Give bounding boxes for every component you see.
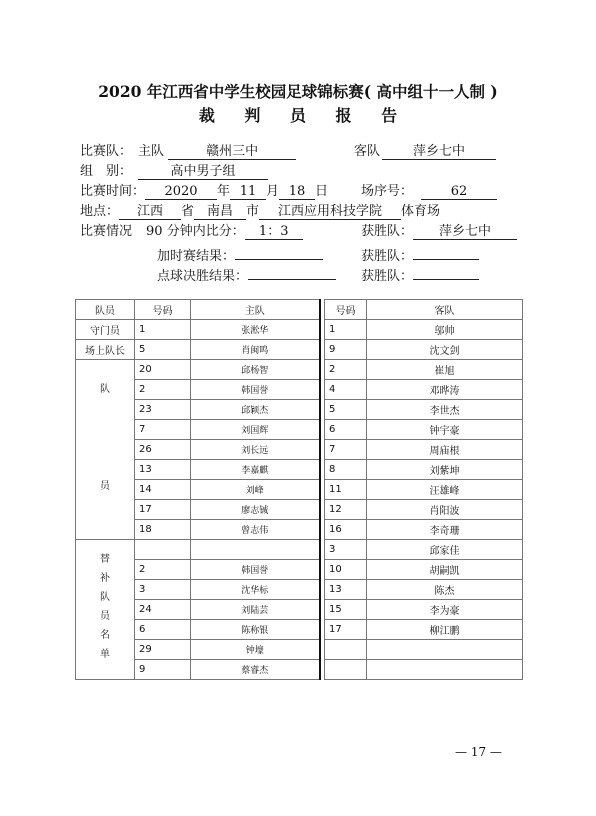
header-home: 主队 bbox=[191, 300, 320, 320]
home-number: 3 bbox=[135, 580, 191, 600]
home-number: 2 bbox=[135, 560, 191, 580]
away-number: 4 bbox=[325, 380, 367, 400]
table-row bbox=[76, 640, 523, 660]
table-row bbox=[76, 320, 523, 340]
away-player: 李奇珊 bbox=[367, 520, 523, 540]
away-number: 1 bbox=[325, 320, 367, 340]
header-away: 客队 bbox=[367, 300, 523, 320]
subs-label-char: 名 bbox=[100, 630, 110, 641]
year-unit: 年 bbox=[217, 184, 231, 199]
table-row bbox=[76, 520, 523, 540]
table-row bbox=[76, 380, 523, 400]
table-row bbox=[76, 580, 523, 600]
regular-score-field: 1：3 bbox=[245, 224, 303, 240]
group-field: 高中男子组 bbox=[138, 164, 268, 180]
match-no-label: 场序号： bbox=[361, 184, 414, 199]
home-player: 沈华标 bbox=[191, 580, 320, 600]
regular-winner-field: 萍乡七中 bbox=[413, 224, 517, 240]
regular-winner-line bbox=[361, 224, 517, 240]
away-player: 胡嗣凯 bbox=[367, 560, 523, 580]
year-field: 2020 bbox=[145, 184, 217, 200]
table-row bbox=[76, 360, 523, 380]
away-number: 6 bbox=[325, 420, 367, 440]
city-field: 南昌 bbox=[194, 204, 246, 220]
away-player: 陈杰 bbox=[367, 580, 523, 600]
province-field: 江西 bbox=[119, 204, 181, 220]
home-player bbox=[191, 540, 320, 560]
away-number bbox=[325, 640, 367, 660]
players-label-char: 员 bbox=[100, 481, 110, 492]
subs-label-char: 单 bbox=[100, 649, 110, 660]
home-number: 23 bbox=[135, 400, 191, 420]
penalty-score-field bbox=[248, 264, 336, 280]
home-player: 钟壕 bbox=[191, 640, 320, 660]
table-row bbox=[76, 620, 523, 640]
table-row bbox=[76, 340, 523, 360]
table-row bbox=[76, 500, 523, 520]
home-team-field: 赣州三中 bbox=[168, 144, 296, 160]
players-label bbox=[76, 360, 135, 540]
regular-label: 90 分钟内比分： bbox=[146, 224, 245, 239]
teams-line bbox=[80, 144, 296, 160]
home-player: 韩国誉 bbox=[191, 560, 320, 580]
table-row bbox=[76, 540, 523, 560]
away-number: 5 bbox=[325, 400, 367, 420]
extra-winner-line bbox=[361, 244, 479, 265]
players-label-char: 队 bbox=[100, 384, 110, 395]
away-number: 3 bbox=[325, 540, 367, 560]
extra-label: 加时赛结果： bbox=[157, 249, 236, 264]
table-row bbox=[76, 400, 523, 420]
match-no-line bbox=[361, 184, 497, 200]
home-number: 26 bbox=[135, 440, 191, 460]
home-player: 邱颖杰 bbox=[191, 400, 320, 420]
home-number: 14 bbox=[135, 480, 191, 500]
away-number: 15 bbox=[325, 600, 367, 620]
away-number: 10 bbox=[325, 560, 367, 580]
penalty-winner-label: 获胜队： bbox=[361, 269, 414, 284]
city-unit: 市 bbox=[246, 204, 260, 219]
away-number: 7 bbox=[325, 440, 367, 460]
page-number: — 17 — bbox=[455, 745, 502, 759]
away-player: 汪雄峰 bbox=[367, 480, 523, 500]
header-home-num: 号码 bbox=[135, 300, 191, 320]
group-label: 组 别： bbox=[80, 164, 133, 179]
home-number bbox=[135, 540, 191, 560]
away-player: 沈文剑 bbox=[367, 340, 523, 360]
subs-label-char: 替 bbox=[100, 554, 110, 565]
roster-table bbox=[75, 299, 523, 680]
home-player: 刘陆芸 bbox=[191, 600, 320, 620]
away-number: 17 bbox=[325, 620, 367, 640]
away-number bbox=[325, 660, 367, 680]
table-row bbox=[76, 480, 523, 500]
away-player: 邬帅 bbox=[367, 320, 523, 340]
extra-score-field bbox=[235, 244, 323, 260]
winner-label: 获胜队： bbox=[361, 224, 414, 239]
away-player: 周庙根 bbox=[367, 440, 523, 460]
day-field: 18 bbox=[279, 184, 315, 200]
table-row bbox=[76, 660, 523, 680]
away-player: 柳江鹏 bbox=[367, 620, 523, 640]
day-unit: 日 bbox=[315, 184, 329, 199]
table-row bbox=[76, 460, 523, 480]
away-label: 客队 bbox=[354, 144, 381, 159]
place-label: 地点： bbox=[80, 204, 120, 219]
extra-winner-label: 获胜队： bbox=[361, 249, 414, 264]
time-label: 比赛时间： bbox=[80, 184, 146, 199]
away-player: 李世杰 bbox=[367, 400, 523, 420]
report-subtitle: 裁 判 员 报 告 bbox=[198, 106, 410, 125]
home-number: 20 bbox=[135, 360, 191, 380]
subs-label-char: 补 bbox=[100, 573, 110, 584]
home-player: 李嘉麒 bbox=[191, 460, 320, 480]
match-no-field: 62 bbox=[421, 184, 497, 200]
home-number: 7 bbox=[135, 420, 191, 440]
home-player: 肖闽鸣 bbox=[191, 340, 320, 360]
captain-label: 场上队长 bbox=[76, 340, 135, 360]
venue-field: 江西应用科技学院 bbox=[259, 204, 401, 220]
month-field: 11 bbox=[230, 184, 266, 200]
province-unit: 省 bbox=[181, 204, 195, 219]
home-number: 18 bbox=[135, 520, 191, 540]
home-player: 邱杨智 bbox=[191, 360, 320, 380]
away-player: 刘紫坤 bbox=[367, 460, 523, 480]
result-line bbox=[80, 224, 303, 240]
away-player bbox=[367, 660, 523, 680]
away-team-field: 萍乡七中 bbox=[382, 144, 496, 160]
time-line bbox=[80, 184, 328, 200]
away-number: 2 bbox=[325, 360, 367, 380]
away-line bbox=[354, 144, 496, 160]
place-line bbox=[80, 204, 440, 220]
home-number: 5 bbox=[135, 340, 191, 360]
home-player: 曾志伟 bbox=[191, 520, 320, 540]
header-away-num: 号码 bbox=[325, 300, 367, 320]
penalty-line bbox=[157, 264, 336, 285]
extra-winner-field bbox=[413, 244, 479, 260]
away-player: 李为豪 bbox=[367, 600, 523, 620]
away-number: 12 bbox=[325, 500, 367, 520]
away-number: 11 bbox=[325, 480, 367, 500]
home-number: 29 bbox=[135, 640, 191, 660]
home-label: 主队 bbox=[138, 144, 165, 159]
teams-label: 比赛队： bbox=[80, 144, 133, 159]
home-number: 24 bbox=[135, 600, 191, 620]
home-player: 刘长远 bbox=[191, 440, 320, 460]
subs-label bbox=[76, 540, 135, 680]
home-number: 13 bbox=[135, 460, 191, 480]
penalty-winner-field bbox=[413, 264, 479, 280]
penalty-winner-line bbox=[361, 264, 479, 285]
home-number: 6 bbox=[135, 620, 191, 640]
home-number: 1 bbox=[135, 320, 191, 340]
header-role: 队员 bbox=[76, 300, 135, 320]
away-player: 钟宇豪 bbox=[367, 420, 523, 440]
away-player: 邱家佳 bbox=[367, 540, 523, 560]
home-player: 刘国辉 bbox=[191, 420, 320, 440]
table-row bbox=[76, 440, 523, 460]
header-row bbox=[76, 300, 523, 320]
home-player: 陈称银 bbox=[191, 620, 320, 640]
home-player: 蔡睿杰 bbox=[191, 660, 320, 680]
away-number: 13 bbox=[325, 580, 367, 600]
away-player: 崔旭 bbox=[367, 360, 523, 380]
table-row bbox=[76, 560, 523, 580]
month-unit: 月 bbox=[266, 184, 280, 199]
away-number: 9 bbox=[325, 340, 367, 360]
home-player: 张淞华 bbox=[191, 320, 320, 340]
result-label: 比赛情况 bbox=[80, 224, 133, 239]
goalkeeper-label: 守门员 bbox=[76, 320, 135, 340]
subs-label-char: 员 bbox=[100, 611, 110, 622]
home-number: 9 bbox=[135, 660, 191, 680]
away-number: 16 bbox=[325, 520, 367, 540]
home-number: 2 bbox=[135, 380, 191, 400]
penalty-label: 点球决胜结果： bbox=[157, 269, 249, 284]
away-number: 8 bbox=[325, 460, 367, 480]
away-player: 邓晔涛 bbox=[367, 380, 523, 400]
home-number: 17 bbox=[135, 500, 191, 520]
roster-body bbox=[76, 300, 523, 680]
extra-line bbox=[157, 244, 323, 265]
venue-unit: 体育场 bbox=[401, 204, 441, 219]
report-title: 2020 年江西省中学生校园足球锦标赛( 高中组十一人制 ) bbox=[98, 82, 498, 101]
away-player bbox=[367, 640, 523, 660]
home-player: 韩国誉 bbox=[191, 380, 320, 400]
home-player: 刘峰 bbox=[191, 480, 320, 500]
home-player: 廖志铖 bbox=[191, 500, 320, 520]
table-row bbox=[76, 420, 523, 440]
away-player: 肖阳波 bbox=[367, 500, 523, 520]
group-line bbox=[80, 164, 268, 180]
subs-label-char: 队 bbox=[100, 592, 110, 603]
table-row bbox=[76, 600, 523, 620]
